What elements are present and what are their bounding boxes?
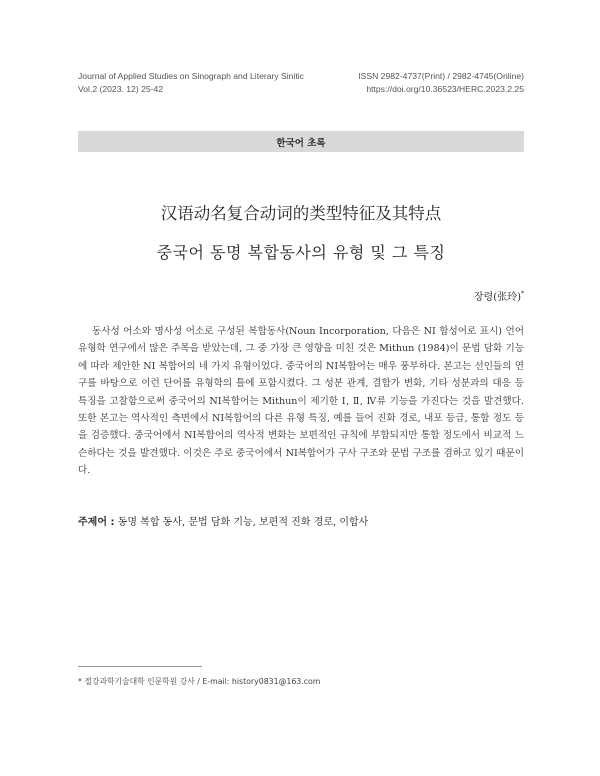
- journal-name: Journal of Applied Studies on Sinograph and Literary Sinitic: [78, 71, 304, 81]
- author-name: 장령(张玲): [473, 292, 521, 303]
- footnote: * 절강과학기술대학 인문학원 강사 / E-mail: history0831@163.com: [78, 677, 321, 686]
- section-banner-label: 한국어 초록: [276, 137, 326, 149]
- author-line: [78, 288, 524, 303]
- volume-info: Vol.2 (2023. 12) 25-42: [78, 84, 164, 94]
- abstract-text: 동사성 어소와 명사성 어소로 구성된 복합동사(Noun Incorporation, 다음은 NI 합성어로 표시) 언어 유형학 연구에서 많은 주목을 받았는데, 그 중 가장 큰 영향을 미친 것은 Mithun (1984)이 문법 담화 기능에 따라 제안한 NI 복합어의 네 가지 유형이었다. 중국어의 NI복합어는 매우 풍부하다. 본고는 선인들의 연구를 바탕으로 이런 단어를 유형학의 틀에 포함시켰다. 그 성분 관계, 결합가 변화, 기타 성분과의 대응 등 특징을 고찰함으로써 중국어의 NI복합어는 Mithun이 제기한 Ⅰ, Ⅱ, Ⅳ류 기능을 가진다는 것을 발견했다. 또한 본고는 역사적인 측면에서 NI복합어의 다른 유형 특징, 예를 들어 진화 경로, 내포 등급, 통합 정도 등을 검증했다. 중국어에서 NI복합어의 역사적 변화는 보편적인 규칙에 부합되지만 통합 정도에서 비교적 느슨하다는 것을 발견했다. 이것은 주로 중국어에서 NI복합어가 구사 구조와 문법 구조를 겸하고 있기 때문이다.: [78, 326, 524, 477]
- title-chinese: 汉语动名复合动词的类型特征及其特点: [160, 204, 442, 223]
- footnote-divider: [78, 666, 202, 667]
- keywords-label: 주제어 :: [78, 517, 115, 528]
- doi-link[interactable]: https://doi.org/10.36523/HERC.2023.2.25: [366, 84, 524, 94]
- issn: ISSN 2982-4737(Print) / 2982-4745(Online): [358, 71, 524, 81]
- keywords-value: 동명 복합 동사, 문법 담화 기능, 보편적 진화 경로, 이합사: [117, 517, 369, 528]
- title-korean: 중국어 동명 복합동사의 유형 및 그 특징: [156, 243, 446, 262]
- author-footnote-mark: *: [521, 290, 524, 298]
- section-banner: [78, 131, 524, 152]
- keywords: [78, 515, 524, 531]
- running-header: [78, 70, 524, 96]
